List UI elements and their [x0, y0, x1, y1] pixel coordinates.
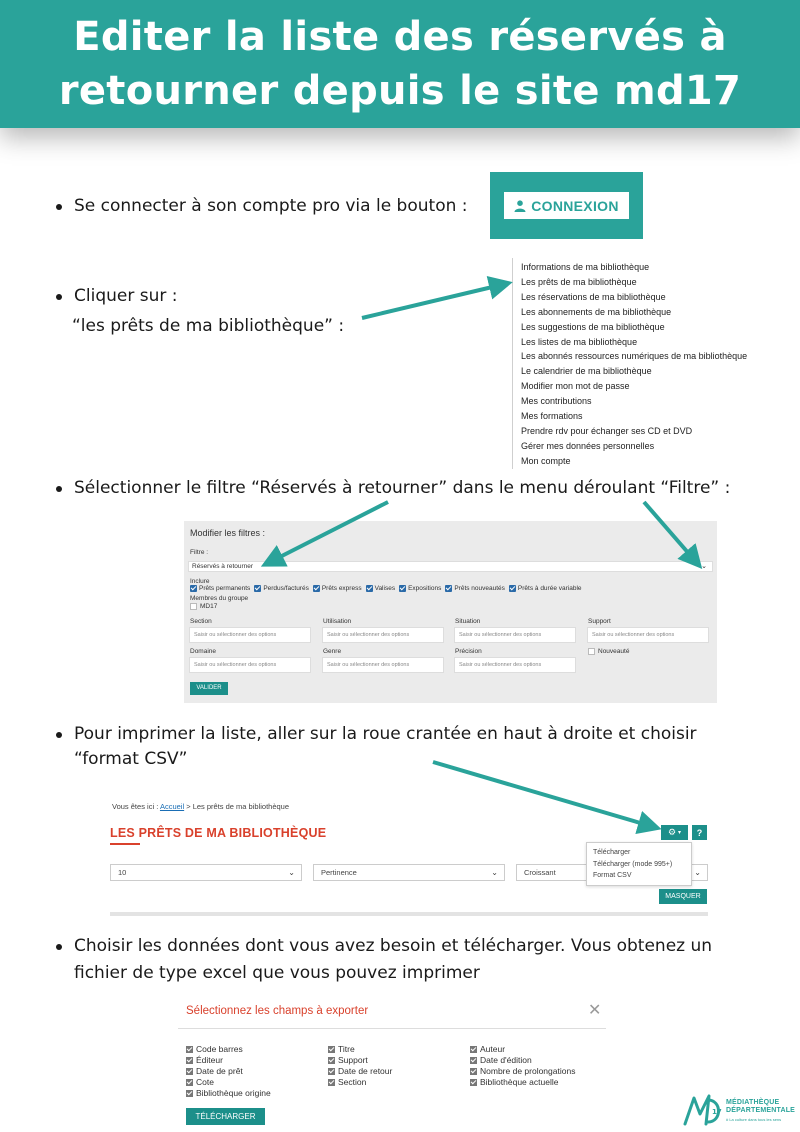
export-field-checkbox[interactable]: Date de prêt	[186, 1066, 271, 1077]
bullet-dot	[56, 294, 62, 300]
count-select[interactable]: 10 ⌄	[110, 864, 302, 881]
valider-button[interactable]: VALIDER	[190, 682, 228, 695]
export-field-checkbox[interactable]: Bibliothèque origine	[186, 1088, 271, 1099]
logo-text: MÉDIATHÈQUE DÉPARTEMENTALE	[726, 1099, 796, 1114]
chevron-down-icon: ⌄	[288, 868, 295, 877]
checkbox-item[interactable]: Prêts express	[313, 585, 362, 592]
nouveaute-checkbox[interactable]: Nouveauté	[588, 648, 629, 655]
menu-item[interactable]: Gérer mes données personnelles	[521, 440, 655, 451]
breadcrumb: Vous êtes ici : Accueil > Les prêts de ma bibliothèque	[112, 802, 290, 811]
menu-item[interactable]: Les réservations de ma bibliothèque	[521, 291, 666, 302]
menu-item[interactable]: Les abonnements de ma bibliothèque	[521, 306, 672, 317]
checkbox-item[interactable]: Prêts à durée variable	[509, 585, 582, 592]
arrow-to-menu	[362, 284, 505, 318]
checkbox-item[interactable]: Prêts nouveautés	[445, 585, 505, 592]
precision-input[interactable]: Saisir ou sélectionner des options	[454, 657, 576, 673]
help-button[interactable]: ?	[692, 825, 707, 840]
bullet-dot	[56, 732, 62, 738]
close-icon[interactable]: ✕	[588, 1002, 602, 1019]
export-field-checkbox[interactable]: Date d'édition	[470, 1055, 575, 1066]
md17-logo	[682, 1092, 800, 1128]
menu-item[interactable]: Prendre rdv pour échanger ses CD et DVD	[521, 425, 693, 436]
export-title: Sélectionnez les champs à exporter	[186, 1005, 369, 1017]
menu-item[interactable]: Les listes de ma bibliothèque	[521, 336, 638, 347]
order-select[interactable]: Croissant ⌄	[516, 864, 708, 881]
gear-icon: ⚙	[667, 827, 677, 837]
export-field-checkbox[interactable]: Section	[328, 1077, 392, 1088]
caret-down-icon: ▾	[678, 830, 682, 836]
title-underline	[110, 843, 140, 845]
export-field-checkbox[interactable]: Cote	[186, 1077, 271, 1088]
connexion-button[interactable]: CONNEXION	[504, 192, 629, 219]
export-field-checkbox[interactable]: Bibliothèque actuelle	[470, 1077, 575, 1088]
user-icon	[514, 200, 526, 212]
step-4: Pour imprimer la liste, aller sur la roue crantée en haut à droite et choisir	[56, 722, 697, 747]
prets-title: LES PRÊTS DE MA BIBLIOTHÈQUE	[110, 826, 327, 840]
export-dialog	[178, 996, 606, 1130]
filtre-label: Filtre :	[190, 549, 209, 556]
step-1: Se connecter à son compte pro via le bouton :	[56, 194, 468, 219]
menu-item-prets[interactable]: Les prêts de ma bibliothèque	[521, 276, 637, 287]
domaine-label: Domaine	[190, 648, 217, 655]
precision-label: Précision	[455, 648, 482, 655]
menu-item[interactable]: Mes formations	[521, 411, 583, 422]
genre-input[interactable]: Saisir ou sélectionner des options	[322, 657, 444, 673]
menu-item[interactable]: Informations de ma bibliothèque	[521, 262, 650, 272]
dropdown-item-telecharger-995[interactable]: Télécharger (mode 995+)	[593, 860, 673, 868]
bullet-dot	[56, 944, 62, 950]
step-2: Cliquer sur :	[56, 284, 178, 309]
dropdown-item-telecharger[interactable]: Télécharger	[593, 849, 631, 856]
chevron-down-icon: ⌄	[701, 563, 707, 570]
export-field-checkbox[interactable]: Date de retour	[328, 1066, 392, 1077]
utilisation-label: Utilisation	[323, 618, 352, 625]
checkbox-item[interactable]: Perdus/facturés	[254, 585, 309, 592]
utilisation-input[interactable]: Saisir ou sélectionner des options	[322, 627, 444, 643]
menu-item[interactable]: Mes contributions	[521, 396, 592, 407]
checkbox-item[interactable]: Prêts permanents	[190, 585, 250, 592]
prets-screenshot	[108, 796, 708, 916]
connexion-screenshot	[490, 172, 643, 239]
divider	[178, 1028, 606, 1029]
account-menu	[512, 258, 747, 469]
domaine-input[interactable]: Saisir ou sélectionner des options	[189, 657, 311, 673]
svg-text:17: 17	[712, 1108, 722, 1116]
inclure-label: Inclure	[190, 578, 210, 585]
chevron-down-icon: ⌄	[694, 868, 701, 877]
step-3: Sélectionner le filtre “Réservés à retourner” dans le menu déroulant “Filtre” :	[56, 476, 730, 501]
menu-item[interactable]: Mon compte	[521, 455, 571, 466]
breadcrumb-home-link[interactable]: Accueil	[159, 802, 185, 811]
support-label: Support	[588, 618, 611, 625]
md-logo-icon	[682, 1092, 724, 1128]
export-column-1	[186, 1044, 271, 1099]
gear-dropdown-menu	[586, 842, 692, 886]
bullet-dot	[56, 486, 62, 492]
export-column-2	[328, 1044, 392, 1088]
masquer-button[interactable]: MASQUER	[659, 889, 707, 904]
menu-item[interactable]: Modifier mon mot de passe	[521, 381, 630, 392]
sort-select[interactable]: Pertinence ⌄	[313, 864, 505, 881]
genre-label: Genre	[323, 648, 342, 655]
gear-button[interactable]	[661, 825, 688, 840]
membres-label: Membres du groupe	[190, 595, 249, 602]
checkbox-item[interactable]: Valises	[366, 585, 395, 592]
title-line-2: retourner depuis le site md17	[58, 68, 742, 114]
filters-panel	[184, 521, 717, 703]
menu-item[interactable]: Les suggestions de ma bibliothèque	[521, 321, 665, 332]
step-2-line-2: “les prêts de ma bibliothèque” :	[72, 316, 345, 336]
membres-checkbox[interactable]: MD17	[190, 603, 217, 610]
section-input[interactable]: Saisir ou sélectionner des options	[189, 627, 311, 643]
export-field-checkbox[interactable]: Titre	[328, 1044, 392, 1055]
step-5: Choisir les données dont vous avez besoin et télécharger. Vous obtenez un	[56, 934, 712, 959]
support-input[interactable]: Saisir ou sélectionner des options	[587, 627, 709, 643]
step-4-line-2: “format CSV”	[74, 749, 188, 769]
situation-input[interactable]: Saisir ou sélectionner des options	[454, 627, 576, 643]
dropdown-item-format-csv[interactable]: Format CSV	[593, 872, 632, 879]
export-field-checkbox[interactable]: Support	[328, 1055, 392, 1066]
page-title	[59, 10, 741, 118]
menu-item[interactable]: Le calendrier de ma bibliothèque	[521, 366, 652, 377]
menu-item[interactable]: Les abonnés ressources numériques de ma bibliothèque	[521, 351, 748, 362]
export-field-checkbox[interactable]: Éditeur	[186, 1055, 271, 1066]
inclure-checkboxes	[190, 585, 586, 592]
checkbox-item[interactable]: Expositions	[399, 585, 441, 592]
bullet-dot	[56, 204, 62, 210]
step-5-line-2: fichier de type excel que vous pouvez imprimer	[74, 963, 480, 983]
export-field-checkbox[interactable]: Nombre de prolongations	[470, 1066, 575, 1077]
logo-tagline: # La culture dans tous les sens	[726, 1117, 782, 1122]
filters-title: Modifier les filtres :	[190, 528, 266, 538]
chevron-down-icon: ⌄	[491, 868, 498, 877]
divider	[110, 912, 708, 916]
filtre-select[interactable]: Réservés à retourner ⌄	[188, 561, 713, 572]
section-label: Section	[190, 618, 212, 625]
export-field-checkbox[interactable]: Code barres	[186, 1044, 271, 1055]
export-field-checkbox[interactable]: Auteur	[470, 1044, 575, 1055]
situation-label: Situation	[455, 618, 481, 625]
header-banner	[0, 0, 800, 128]
export-column-3	[470, 1044, 575, 1088]
telecharger-button[interactable]: TÉLÉCHARGER	[186, 1108, 265, 1125]
title-line-1: Editer la liste des réservés à	[73, 14, 727, 60]
